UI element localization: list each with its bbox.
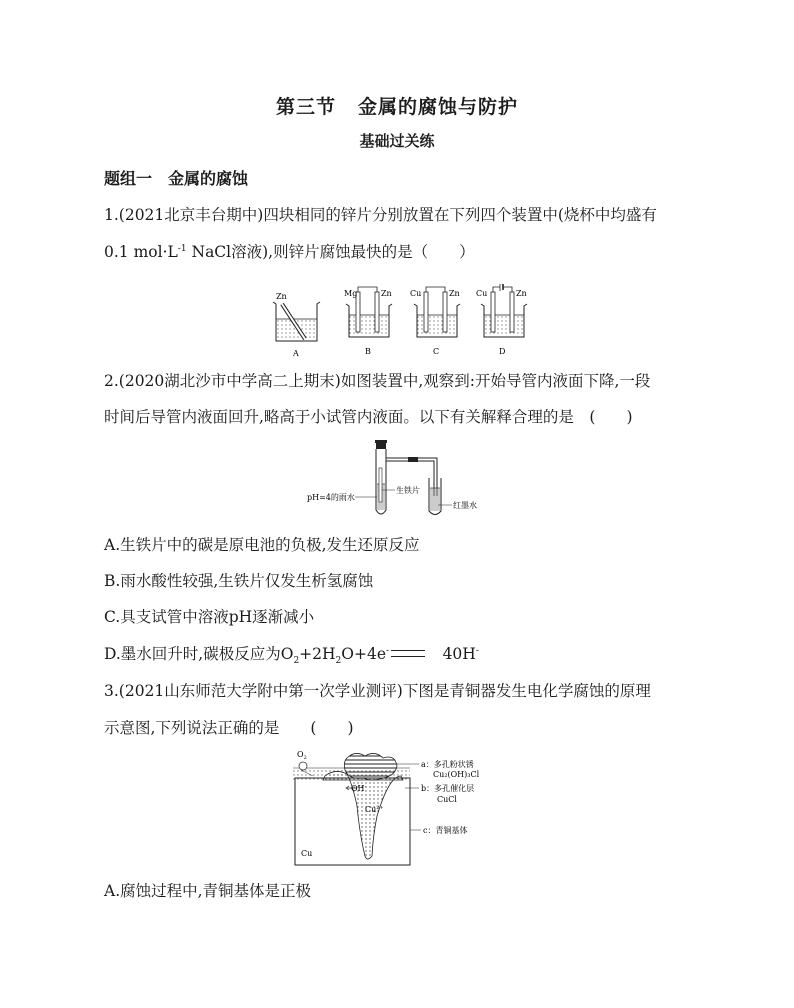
- label-ink: 红墨水: [453, 501, 477, 510]
- label-a: a：多孔粉状锈: [421, 760, 474, 769]
- o2-label: $O_2$: [297, 750, 307, 761]
- opt-d-sub2: 2: [335, 656, 342, 667]
- opt-d-mid2: O+4e: [341, 645, 387, 663]
- q2-option-c[interactable]: C.具支试管中溶液pH逐渐减小: [104, 608, 315, 626]
- beaker-a-label: A: [293, 349, 299, 358]
- equals-sign: [391, 650, 425, 657]
- page-subtitle: 基础过关练: [359, 132, 435, 150]
- beaker-a-zn-label: Zn: [276, 292, 287, 301]
- opt-d-mid1: +2H: [299, 645, 336, 663]
- page-title: [0, 92, 794, 119]
- q2-line1: 2.(2020湖北沙市中学高二上期末)如图装置中,观察到:开始导管内液面下降,一段: [104, 372, 651, 390]
- label-b-formula: CuCl: [437, 795, 457, 804]
- cu-label: Cu: [301, 849, 313, 858]
- q2-option-a[interactable]: A.生铁片中的碳是原电池的负极,发生还原反应: [104, 536, 420, 554]
- q3-figure: [285, 746, 525, 868]
- label-rain: pH=4的雨水: [307, 493, 355, 502]
- beaker-c-label: C: [433, 347, 440, 356]
- q1-line2: [104, 240, 475, 262]
- beaker-b: [344, 287, 392, 356]
- q3-option-a[interactable]: A.腐蚀过程中,青铜基体是正极: [104, 882, 312, 900]
- q1-line2-post: NaCl溶液),则锌片腐蚀最快的是（ ）: [186, 243, 475, 261]
- q1-line1: 1.(2021北京丰台期中)四块相同的锌片分别放置在下列四个装置中(烧杯中均盛有: [104, 206, 657, 224]
- q2-figure: [305, 438, 505, 523]
- beaker-c-cu-label: Cu: [410, 289, 422, 298]
- label-c: c：青铜基体: [423, 826, 468, 835]
- group-label: 题组一: [104, 169, 153, 188]
- section-number: 第三节: [275, 96, 336, 118]
- opt-d-post: 40H: [427, 645, 476, 663]
- label-iron: 生铁片: [396, 486, 420, 495]
- opt-d-pre: D.墨水回升时,碳极反应为O: [104, 645, 294, 663]
- rubber-stopper: [376, 443, 386, 449]
- beaker-c-zn-label: Zn: [449, 289, 460, 298]
- q2-option-b[interactable]: B.雨水酸性较强,生铁片仅发生析氢腐蚀: [104, 572, 374, 590]
- q2-line2: 时间后导管内液面回升,略高于小试管内液面。以下有关解释合理的是 ( ): [104, 408, 633, 426]
- iron-strip: [379, 468, 382, 502]
- q3-line2: 示意图,下列说法正确的是 ( ): [104, 719, 354, 737]
- label-b: b：多孔催化层: [421, 784, 475, 793]
- oh-label: OH-: [351, 784, 367, 793]
- opt-d-sup1: -: [386, 645, 390, 656]
- beaker-a: [273, 292, 320, 358]
- q3-line1: 3.(2021山东师范大学附中第一次学业测评)下图是青铜器发生电化学腐蚀的原理: [104, 682, 651, 700]
- q1-figure: [265, 284, 535, 360]
- beaker-b-zn-label: Zn: [381, 289, 392, 298]
- beaker-b-label: B: [365, 347, 371, 356]
- opt-d-sub1: 2: [293, 656, 300, 667]
- beaker-d: [476, 284, 527, 356]
- beaker-c: [410, 287, 460, 356]
- beaker-d-label: D: [499, 347, 506, 356]
- section-title: 金属的腐蚀与防护: [358, 96, 519, 118]
- label-a-formula: Cu₂(OH)₃Cl: [433, 770, 480, 779]
- opt-d-sup2: -: [475, 645, 479, 656]
- beaker-d-zn-label: Zn: [516, 289, 527, 298]
- group-name: 金属的腐蚀: [168, 169, 249, 188]
- group-heading: [104, 166, 248, 189]
- cu-ion-label: $Cu^{2+}$: [365, 805, 384, 814]
- rust-layer: [344, 753, 397, 780]
- q1-line2-pre: 0.1 mol·L: [104, 243, 178, 261]
- q1-line2-sup: -1: [177, 243, 187, 254]
- q2-option-d[interactable]: [104, 642, 479, 666]
- beaker-d-cu-label: Cu: [476, 289, 488, 298]
- beaker-b-mg-label: Mg: [344, 289, 358, 298]
